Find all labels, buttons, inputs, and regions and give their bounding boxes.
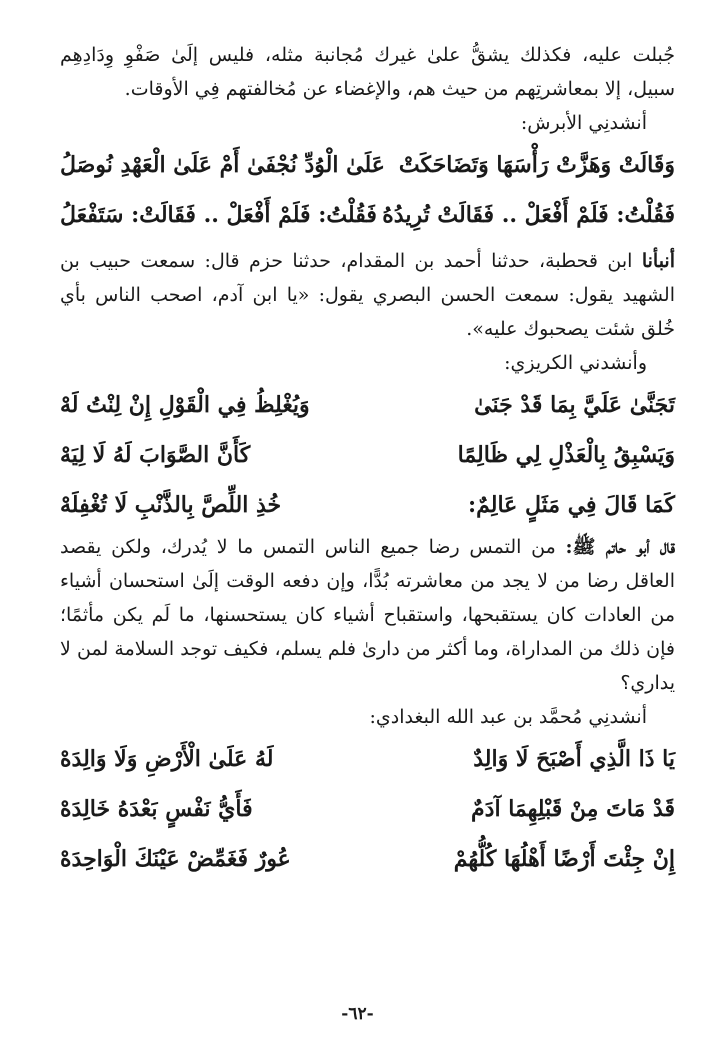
verse-line — [60, 190, 675, 240]
isnad-paragraph — [60, 244, 675, 346]
hemistich-left: كَأَنَّ الصَّوَابَ لَهُ لَا لِيَهْ — [60, 442, 251, 468]
hemistich-left: خُذِ اللِّصَّ بِالذَّنْبِ لَا تُغْفِلَهْ — [60, 492, 282, 518]
hemistich-right: يَا ذَا الَّذِي أَصْبَحَ لَا وَالِدٌ — [473, 746, 675, 772]
poem2 — [60, 380, 675, 530]
hemistich-left: عَلَىٰ الْوُدِّ نُجْفَىٰ أَمْ عَلَىٰ الْعَهْدِ نُوصَلُ — [60, 152, 385, 178]
opening-paragraph: جُبلت عليه، فكذلك يشقُّ علىٰ غيرك مُجانبة مثله، فليس إلَىٰ صَفْوِ وِدَادِهِم سبيل، إلا بمعاشرتِهم من حيث هم، والإغضاء عن مُخالفتهم فِي الأوقات. — [60, 44, 675, 100]
poem1 — [60, 140, 675, 240]
abu-hatim-text: من التمس رضا جميع الناس التمس ما لا يُدرك، ولكن يقصد العاقل رضا من لا يجد من معاشرته بُدًّا، وإن دفعه الوقت إلَىٰ استحسان أشياء من العادات كان يستقبحها، واستقباح أشياء كان يستحسنها، ما لَم يكن مأثمًا؛ فإن ذلك من المداراة، وما أكثر من دارىٰ فلم يسلم، فكيف توجد السلامة لمن لا يداري؟ — [60, 536, 676, 694]
verse-line — [60, 380, 675, 430]
hemistich-right: قَدْ مَاتَ مِنْ قَبْلِهِمَا آدَمٌ — [471, 796, 675, 822]
abu-hatim-paragraph — [60, 530, 675, 700]
isnad-lead: أنبأنا — [641, 250, 675, 272]
hemistich-right: إِنْ جِئْتَ أَرْضًا أَهْلُهَا كُلُّهُمْ — [453, 846, 675, 872]
verse-line — [60, 784, 675, 834]
page-body — [60, 38, 675, 884]
hemistich-right: وَيَسْبِقُ بِالْعَذْلِ لِي ظَالِمًا — [457, 442, 675, 468]
hemistich-left: وَيُغْلِظُ فِي الْقَوْلِ إِنْ لِنْتُ لَهْ — [60, 392, 310, 418]
hemistich-left: لَهُ عَلَىٰ الْأَرْضِ وَلَا وَالِدَهْ — [60, 746, 274, 772]
hemistich-left: فَأَيُّ نَفْسٍ بَعْدَهُ خَالِدَهْ — [60, 796, 253, 822]
hemistich-right: وَقَالَتْ وَهَزَّتْ رَأْسَهَا وَتَضَاحَكَتْ — [398, 152, 675, 178]
isnad-text: ابن قحطبة، حدثنا أحمد بن المقدام، حدثنا حزم قال: سمعت حبيب بن الشهيد يقول: سمعت الحسن البصري يقول: «يا ابن آدم، اصحب الناس بأي خُلق شئت يصحبوك عليه». — [60, 250, 675, 340]
hemistich-right: كَمَا قَالَ فِي مَثَلٍ عَالِمٌ: — [468, 492, 675, 518]
poem3 — [60, 734, 675, 884]
verse-line — [60, 480, 675, 530]
poem3-intro: أنشدنِي مُحمَّد بن عبد الله البغدادي: — [369, 706, 647, 728]
hemistich-right: فَقُلْتُ: فَلَمْ أَفْعَلْ .. فَقَالَتْ تُرِيدُهُ — [382, 202, 675, 228]
hemistich-right: تَجَنَّىٰ عَلَيَّ بِمَا قَدْ جَنَىٰ — [474, 392, 675, 418]
poem2-intro: وأنشدني الكريزي: — [504, 352, 647, 374]
verse-line — [60, 140, 675, 190]
verse-line — [60, 430, 675, 480]
hemistich-left: عُورٌ فَغَمِّضْ عَيْنَكَ الْوَاحِدَهْ — [60, 846, 291, 872]
poem1-intro: أنشدنِي الأبرش: — [520, 112, 647, 134]
verse-line — [60, 734, 675, 784]
page-number: -٦٢- — [341, 1004, 374, 1024]
verse-line — [60, 834, 675, 884]
hemistich-left: فَقُلْتُ: فَلَمْ أَفْعَلْ .. فَقَالَتْ: سَتَفْعَلُ — [60, 202, 377, 228]
abu-hatim-lead: قال أبو حاتم ﷺ: — [565, 536, 676, 558]
